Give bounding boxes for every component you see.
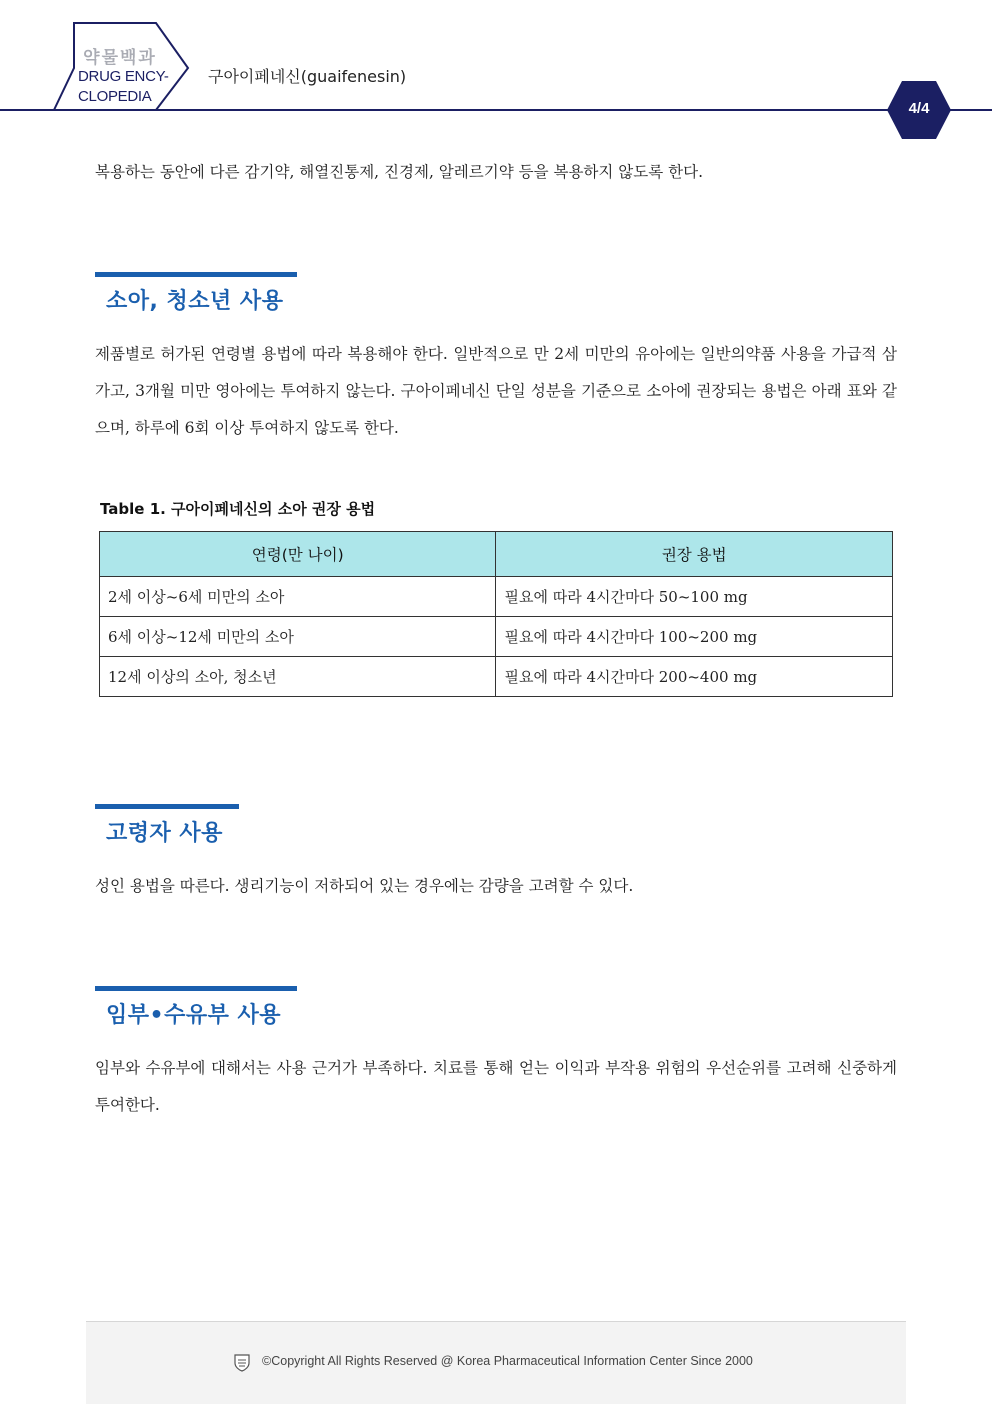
table-cell-age: 2세 이상~6세 미만의 소아: [100, 577, 496, 617]
section-accent-bar: [95, 272, 297, 277]
section-title-pregnancy: 임부•수유부 사용: [106, 1003, 281, 1028]
table-cell-dosage: 필요에 따라 4시간마다 50~100 mg: [496, 577, 893, 617]
page-number: 4/4: [908, 100, 930, 117]
section-title-pediatric: 소아, 청소년 사용: [106, 289, 284, 314]
logo-english-line2: CLOPEDIA: [78, 88, 152, 105]
shield-crest-icon: [234, 1354, 250, 1372]
table-row: [100, 657, 893, 697]
table-cell-age: 12세 이상의 소아, 청소년: [100, 657, 496, 697]
table-caption: Table 1. 구아이페네신의 소아 권장 용법: [100, 500, 376, 518]
section-title-elderly: 고령자 사용: [106, 821, 223, 846]
document-title: 구아이페네신(guaifenesin): [208, 67, 407, 86]
section-accent-bar: [95, 804, 239, 809]
copyright-text: ©Copyright All Rights Reserved @ Korea Pharmaceutical Information Center Since 2000: [262, 1354, 753, 1368]
section-paragraph-elderly: 성인 용법을 따른다. 생리기능이 저하되어 있는 경우에는 감량을 고려할 수 있다.: [95, 877, 634, 895]
table-cell-age: 6세 이상~12세 미만의 소아: [100, 617, 496, 657]
section-paragraph-pediatric: 제품별로 허가된 연령별 용법에 따라 복용해야 한다. 일반적으로 만 2세 미만의 유아에는 일반의약품 사용을 가급적 삼가고, 3개월 미만 영아에는 투여하지 않는다. 구아이페네신 단일 성분을 기준으로 소아에 권장되는 용법은 아래 표와 같으며, 하루에 6회 이상 투여하지 않도록 한다.: [95, 345, 897, 437]
logo-english-line1: DRUG ENCY-: [78, 68, 169, 85]
page-indicator-badge: [886, 80, 952, 140]
section-accent-bar: [95, 986, 297, 991]
table-header-dosage: 권장 용법: [496, 532, 893, 577]
section-paragraph-pregnancy: 임부와 수유부에 대해서는 사용 근거가 부족하다. 치료를 통해 얻는 이익과 부작용 위험의 우선순위를 고려해 신중하게 투여한다.: [95, 1059, 897, 1114]
table-cell-dosage: 필요에 따라 4시간마다 200~400 mg: [496, 657, 893, 697]
intro-paragraph: 복용하는 동안에 다른 감기약, 해열진통제, 진경제, 알레르기약 등을 복용하지 않도록 한다.: [95, 163, 704, 181]
page-footer: [86, 1321, 906, 1404]
table-header-age: 연령(만 나이): [100, 532, 496, 577]
logo-korean-text: 약물백과: [83, 48, 157, 68]
table-row: [100, 617, 893, 657]
pediatric-dosage-table: [99, 531, 893, 697]
table-cell-dosage: 필요에 따라 4시간마다 100~200 mg: [496, 617, 893, 657]
table-header-row: [100, 532, 893, 577]
drug-encyclopedia-logo[interactable]: [52, 22, 192, 112]
table-row: [100, 577, 893, 617]
